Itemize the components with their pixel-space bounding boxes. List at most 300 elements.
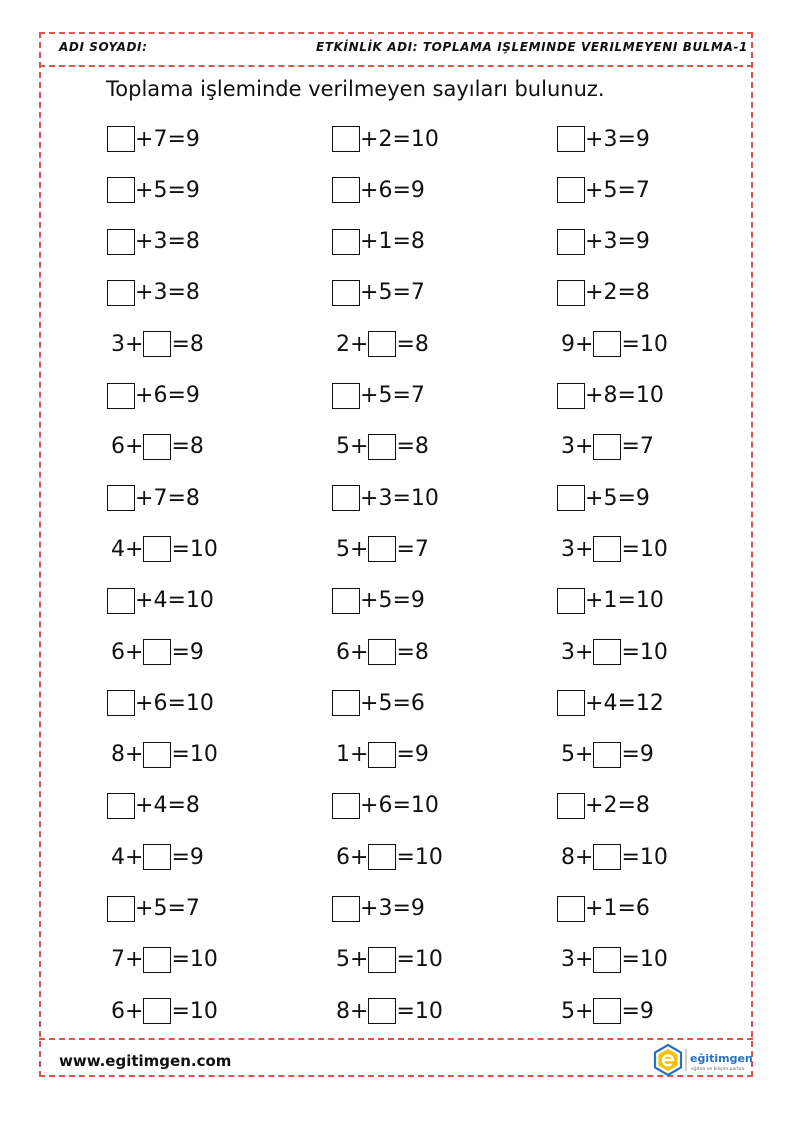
addition-problem — [107, 227, 200, 257]
equals-sign: = — [392, 690, 411, 716]
equals-sign: = — [396, 947, 415, 973]
addend: 4 — [111, 536, 125, 562]
plus-sign: + — [125, 998, 144, 1024]
answer-box[interactable] — [107, 383, 135, 409]
addend: 6 — [111, 639, 125, 665]
answer-box[interactable] — [593, 331, 621, 357]
addend: 8 — [561, 844, 575, 870]
addend: 3 — [561, 639, 575, 665]
sum: 9 — [189, 844, 204, 870]
addition-problem — [557, 227, 650, 257]
addition-problem — [107, 688, 214, 718]
sum: 7 — [414, 536, 429, 562]
equals-sign: = — [167, 485, 186, 511]
sum: 9 — [639, 998, 654, 1024]
answer-box[interactable] — [143, 947, 171, 973]
plus-sign: + — [585, 485, 604, 511]
addition-problem — [107, 791, 200, 821]
equals-sign: = — [171, 947, 190, 973]
addend: 3 — [378, 485, 393, 511]
equals-sign: = — [617, 229, 636, 255]
answer-box[interactable] — [557, 690, 585, 716]
sum: 6 — [635, 896, 650, 921]
answer-box[interactable] — [593, 639, 621, 665]
sum: 10 — [189, 742, 218, 768]
addend: 6 — [111, 998, 125, 1024]
addend: 3 — [561, 536, 575, 562]
plus-sign: + — [360, 229, 379, 255]
header-divider — [39, 65, 753, 67]
answer-box[interactable] — [107, 177, 135, 203]
egitimgen-logo — [652, 1043, 758, 1077]
sum: 9 — [185, 177, 200, 203]
addend: 8 — [111, 742, 125, 768]
equals-sign: = — [621, 998, 640, 1024]
addend: 6 — [336, 639, 350, 665]
plus-sign: + — [350, 844, 369, 870]
plus-sign: + — [125, 639, 144, 665]
sum: 10 — [189, 998, 218, 1024]
answer-box[interactable] — [332, 383, 360, 409]
addition-problem — [557, 894, 650, 924]
answer-box[interactable] — [593, 434, 621, 460]
equals-sign: = — [167, 690, 186, 716]
equals-sign: = — [396, 331, 415, 357]
answer-box[interactable] — [143, 742, 171, 768]
addition-problem — [107, 637, 204, 667]
addition-problem — [557, 329, 668, 359]
addend: 5 — [378, 690, 393, 716]
answer-box[interactable] — [368, 434, 396, 460]
equals-sign: = — [617, 485, 636, 511]
sum: 9 — [410, 896, 425, 921]
answer-box[interactable] — [107, 280, 135, 306]
plus-sign: + — [350, 639, 369, 665]
equals-sign: = — [617, 126, 636, 152]
answer-box[interactable] — [107, 896, 135, 922]
logo-wordmark: eğitimgen — [690, 1052, 753, 1065]
addend: 1 — [378, 229, 393, 255]
sum: 9 — [639, 742, 654, 768]
answer-box[interactable] — [332, 280, 360, 306]
addition-problem — [107, 329, 204, 359]
addition-problem — [107, 894, 200, 924]
plus-sign: + — [350, 536, 369, 562]
sum: 10 — [639, 844, 668, 870]
plus-sign: + — [125, 536, 144, 562]
plus-sign: + — [575, 947, 594, 973]
equals-sign: = — [167, 177, 186, 203]
answer-box[interactable] — [107, 793, 135, 819]
addend: 3 — [111, 331, 125, 357]
sum: 9 — [635, 126, 650, 152]
name-label: ADI SOYADI: — [59, 40, 148, 54]
e-hexagon-logo-icon — [655, 1045, 681, 1075]
equals-sign: = — [167, 383, 186, 408]
addition-problem — [332, 894, 425, 924]
equals-sign: = — [171, 639, 190, 665]
addend: 2 — [603, 280, 618, 306]
sum: 8 — [185, 793, 200, 819]
answer-box[interactable] — [332, 896, 360, 922]
answer-box[interactable] — [368, 639, 396, 665]
addition-problem — [557, 432, 654, 462]
addend: 2 — [336, 331, 350, 357]
answer-box[interactable] — [332, 588, 360, 614]
plus-sign: + — [360, 383, 379, 408]
addend: 4 — [603, 690, 618, 716]
equals-sign: = — [171, 998, 190, 1024]
equals-sign: = — [392, 229, 411, 255]
equals-sign: = — [621, 434, 640, 460]
addition-problem — [557, 791, 650, 821]
addition-problem — [107, 381, 200, 411]
equals-sign: = — [392, 588, 411, 614]
addition-problem — [557, 688, 664, 718]
addition-problem — [107, 586, 214, 616]
equals-sign: = — [621, 947, 640, 973]
addend: 6 — [153, 383, 168, 408]
addition-problem — [107, 740, 218, 770]
plus-sign: + — [360, 280, 379, 306]
addend: 3 — [603, 229, 618, 255]
equals-sign: = — [392, 485, 411, 511]
answer-box[interactable] — [332, 126, 360, 152]
equals-sign: = — [392, 896, 411, 921]
addition-problem — [332, 432, 429, 462]
addition-problem — [332, 586, 425, 616]
addition-problem — [332, 688, 425, 718]
addend: 5 — [336, 434, 350, 460]
plus-sign: + — [135, 126, 154, 152]
addend: 3 — [153, 280, 168, 306]
addend: 5 — [378, 383, 393, 408]
plus-sign: + — [125, 331, 144, 357]
answer-box[interactable] — [107, 690, 135, 716]
addend: 5 — [336, 536, 350, 562]
answer-box[interactable] — [143, 536, 171, 562]
addend: 5 — [378, 588, 393, 614]
plus-sign: + — [360, 690, 379, 716]
addition-problem — [332, 996, 443, 1026]
sum: 9 — [410, 177, 425, 203]
plus-sign: + — [585, 177, 604, 203]
plus-sign: + — [350, 331, 369, 357]
answer-box[interactable] — [332, 690, 360, 716]
addition-problem — [107, 996, 218, 1026]
plus-sign: + — [575, 331, 594, 357]
addend: 8 — [603, 383, 618, 408]
answer-box[interactable] — [557, 383, 585, 409]
addend: 4 — [111, 844, 125, 870]
addition-problem — [332, 124, 439, 154]
addition-problem — [107, 432, 204, 462]
answer-box[interactable] — [143, 639, 171, 665]
equals-sign: = — [171, 844, 190, 870]
plus-sign: + — [125, 742, 144, 768]
plus-sign: + — [575, 434, 594, 460]
addition-problem — [557, 637, 668, 667]
answer-box[interactable] — [593, 536, 621, 562]
addition-problem — [557, 586, 664, 616]
equals-sign: = — [167, 793, 186, 819]
sum: 8 — [635, 793, 650, 819]
equals-sign: = — [167, 280, 186, 306]
addend: 3 — [153, 229, 168, 255]
addition-problem — [107, 124, 200, 154]
plus-sign: + — [135, 588, 154, 614]
sum: 10 — [189, 536, 218, 562]
equals-sign: = — [396, 998, 415, 1024]
addend: 6 — [378, 793, 393, 819]
sum: 10 — [185, 690, 214, 716]
addend: 6 — [336, 844, 350, 870]
answer-box[interactable] — [332, 177, 360, 203]
addition-problem — [557, 842, 668, 872]
equals-sign: = — [392, 383, 411, 408]
sum: 7 — [410, 383, 425, 408]
equals-sign: = — [171, 742, 190, 768]
answer-box[interactable] — [593, 742, 621, 768]
plus-sign: + — [585, 383, 604, 408]
equals-sign: = — [621, 331, 640, 357]
sum: 10 — [185, 588, 214, 614]
equals-sign: = — [621, 742, 640, 768]
answer-box[interactable] — [332, 229, 360, 255]
answer-box[interactable] — [557, 485, 585, 511]
sum: 6 — [410, 690, 425, 716]
sum: 10 — [414, 844, 443, 870]
plus-sign: + — [360, 177, 379, 203]
addend: 3 — [561, 434, 575, 460]
plus-sign: + — [585, 896, 604, 921]
website-url: www.egitimgen.com — [59, 1052, 232, 1070]
addend: 7 — [153, 126, 168, 152]
sum: 8 — [414, 434, 429, 460]
sum: 12 — [635, 690, 664, 716]
addition-problem — [557, 124, 650, 154]
addend: 5 — [603, 177, 618, 203]
addend: 1 — [336, 742, 350, 768]
equals-sign: = — [396, 536, 415, 562]
addition-problem — [332, 945, 443, 975]
plus-sign: + — [585, 229, 604, 255]
equals-sign: = — [617, 280, 636, 306]
sum: 9 — [189, 639, 204, 665]
plus-sign: + — [125, 844, 144, 870]
plus-sign: + — [585, 126, 604, 152]
plus-sign: + — [360, 896, 379, 921]
sum: 10 — [635, 588, 664, 614]
sum: 7 — [635, 177, 650, 203]
addend: 5 — [336, 947, 350, 973]
addend: 1 — [603, 896, 618, 921]
answer-box[interactable] — [107, 485, 135, 511]
plus-sign: + — [135, 280, 154, 306]
sum: 10 — [639, 536, 668, 562]
addition-problem — [557, 278, 650, 308]
equals-sign: = — [171, 536, 190, 562]
sum: 10 — [410, 793, 439, 819]
addition-problem — [557, 175, 650, 205]
sum: 10 — [639, 639, 668, 665]
answer-box[interactable] — [368, 998, 396, 1024]
addition-problem — [332, 534, 429, 564]
addition-problem — [557, 381, 664, 411]
addition-problem — [107, 483, 200, 513]
sum: 8 — [414, 331, 429, 357]
addend: 3 — [561, 947, 575, 973]
sum: 8 — [189, 331, 204, 357]
addend: 5 — [561, 742, 575, 768]
sum: 9 — [185, 126, 200, 152]
plus-sign: + — [575, 844, 594, 870]
answer-box[interactable] — [332, 485, 360, 511]
addend: 5 — [603, 485, 618, 511]
sum: 8 — [410, 229, 425, 255]
equals-sign: = — [617, 896, 636, 921]
sum: 8 — [185, 485, 200, 511]
answer-box[interactable] — [557, 126, 585, 152]
addend: 8 — [336, 998, 350, 1024]
addition-problem — [332, 740, 429, 770]
sum: 10 — [414, 998, 443, 1024]
addition-problem — [332, 175, 425, 205]
equals-sign: = — [392, 177, 411, 203]
plus-sign: + — [350, 434, 369, 460]
equals-sign: = — [171, 434, 190, 460]
answer-box[interactable] — [143, 998, 171, 1024]
answer-box[interactable] — [368, 947, 396, 973]
addition-problem — [107, 945, 218, 975]
sum: 8 — [189, 434, 204, 460]
equals-sign: = — [621, 536, 640, 562]
plus-sign: + — [360, 793, 379, 819]
sum: 9 — [635, 485, 650, 511]
plus-sign: + — [585, 690, 604, 716]
equals-sign: = — [396, 434, 415, 460]
plus-sign: + — [360, 126, 379, 152]
sum: 10 — [414, 947, 443, 973]
plus-sign: + — [575, 998, 594, 1024]
addition-problem — [557, 945, 668, 975]
equals-sign: = — [167, 588, 186, 614]
logo-tagline: eğitim ve bilişim portalı — [691, 1067, 745, 1072]
answer-box[interactable] — [107, 588, 135, 614]
answer-box[interactable] — [557, 588, 585, 614]
addend: 6 — [153, 690, 168, 716]
answer-box[interactable] — [368, 536, 396, 562]
plus-sign: + — [575, 742, 594, 768]
addend: 2 — [378, 126, 393, 152]
sum: 9 — [635, 229, 650, 255]
plus-sign: + — [135, 177, 154, 203]
equals-sign: = — [621, 639, 640, 665]
answer-box[interactable] — [593, 947, 621, 973]
addition-problem — [107, 278, 200, 308]
sum: 9 — [410, 588, 425, 614]
equals-sign: = — [167, 896, 186, 921]
equals-sign: = — [396, 844, 415, 870]
sum: 10 — [639, 331, 668, 357]
plus-sign: + — [125, 947, 144, 973]
sum: 7 — [185, 896, 200, 921]
equals-sign: = — [617, 383, 636, 408]
plus-sign: + — [135, 229, 154, 255]
equals-sign: = — [617, 793, 636, 819]
plus-sign: + — [135, 793, 154, 819]
addition-problem — [107, 534, 218, 564]
answer-box[interactable] — [557, 280, 585, 306]
plus-sign: + — [350, 742, 369, 768]
addend: 5 — [153, 896, 168, 921]
answer-box[interactable] — [143, 434, 171, 460]
answer-box[interactable] — [107, 229, 135, 255]
plus-sign: + — [135, 383, 154, 408]
answer-box[interactable] — [368, 742, 396, 768]
answer-box[interactable] — [593, 998, 621, 1024]
addition-problem — [332, 483, 439, 513]
addition-problem — [557, 740, 654, 770]
addend: 4 — [153, 588, 168, 614]
answer-box[interactable] — [143, 844, 171, 870]
addend: 6 — [378, 177, 393, 203]
equals-sign: = — [617, 588, 636, 614]
answer-box[interactable] — [557, 793, 585, 819]
answer-box[interactable] — [557, 177, 585, 203]
addend: 6 — [111, 434, 125, 460]
addend: 5 — [378, 280, 393, 306]
addition-problem — [332, 227, 425, 257]
plus-sign: + — [135, 896, 154, 921]
sum: 10 — [410, 126, 439, 152]
answer-box[interactable] — [593, 844, 621, 870]
addition-problem — [557, 483, 650, 513]
addition-problem — [107, 842, 204, 872]
addition-problem — [332, 842, 443, 872]
equals-sign: = — [167, 126, 186, 152]
sum: 9 — [414, 742, 429, 768]
sum: 8 — [185, 229, 200, 255]
addend: 5 — [561, 998, 575, 1024]
addition-problem — [332, 791, 439, 821]
answer-box[interactable] — [107, 126, 135, 152]
addend: 7 — [111, 947, 125, 973]
addend: 4 — [153, 793, 168, 819]
addition-problem — [107, 175, 200, 205]
answer-box[interactable] — [368, 331, 396, 357]
sum: 7 — [410, 280, 425, 306]
answer-box[interactable] — [332, 793, 360, 819]
answer-box[interactable] — [557, 896, 585, 922]
answer-box[interactable] — [557, 229, 585, 255]
sum: 7 — [639, 434, 654, 460]
addend: 3 — [603, 126, 618, 152]
addend: 9 — [561, 331, 575, 357]
equals-sign: = — [392, 126, 411, 152]
addend: 5 — [153, 177, 168, 203]
plus-sign: + — [575, 639, 594, 665]
addend: 2 — [603, 793, 618, 819]
sum: 10 — [635, 383, 664, 408]
equals-sign: = — [171, 331, 190, 357]
activity-title: ETKİNLİK ADI: TOPLAMA IŞLEMINDE VERILMEYENI BULMA-1 — [316, 40, 748, 54]
equals-sign: = — [621, 844, 640, 870]
sum: 8 — [414, 639, 429, 665]
equals-sign: = — [392, 280, 411, 306]
answer-box[interactable] — [368, 844, 396, 870]
answer-box[interactable] — [143, 331, 171, 357]
